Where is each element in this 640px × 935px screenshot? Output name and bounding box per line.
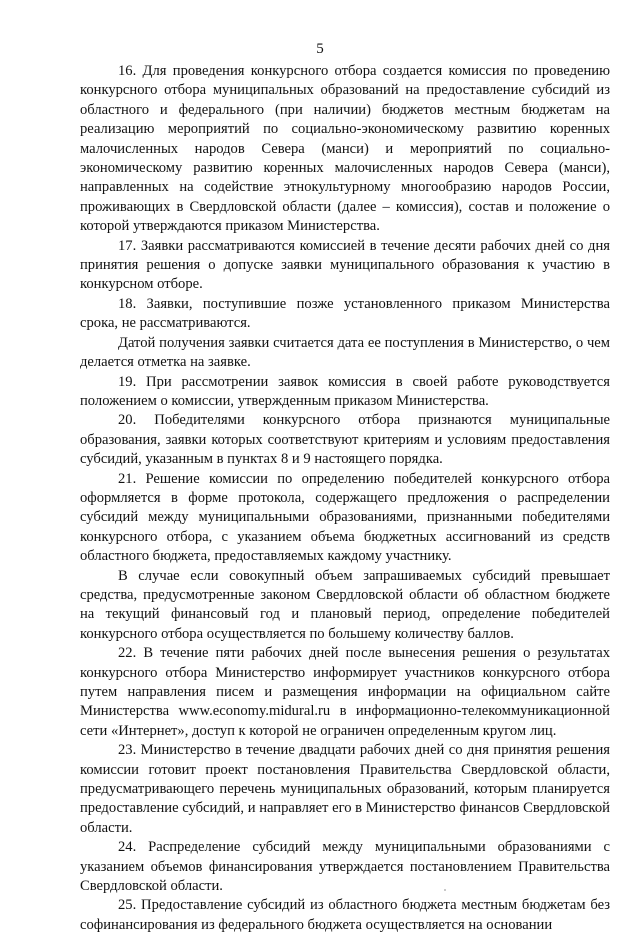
paragraph-16: 16. Для проведения конкурсного отбора создается комиссия по проведению конкурсного отбора муниципальных образований на предоставление субсидий из областного и федерального (при наличии) бюджетов местным бюджетам на реализацию мероприятий по социально-экономическому развитию коренных малочисленных народов Севера (манси) и мероприятий по социально-экономическому развитию коренных малочисленных народов Севера (манси), направленных на содействие этнокультурному многообразию народов России, проживающих в Свердловской области (далее – комиссия), состав и положение о которой утверждаются приказом Министерства. [80, 63, 610, 235]
paragraph-20: 20. Победителями конкурсного отбора признаются муниципальные образования, заявки которых соответствуют критериям и условиям предоставления субсидий, указанным в пунктах 8 и 9 настоящего порядка. [80, 412, 610, 468]
paragraph-17: 17. Заявки рассматриваются комиссией в течение десяти рабочих дней со дня принятия решения о допуске заявки муниципального образования к участию в конкурсном отборе. [80, 237, 610, 293]
paragraph-23: 23. Министерство в течение двадцати рабочих дней со дня принятия решения комиссии готовит проект постановления Правительства Свердловской области, предусматривающего перечень муниципальных образований, которым планируется предоставление субсидий, и направляет его в Министерство финансов Свердловской области. [80, 742, 610, 836]
paragraph-24: 24. Распределение субсидий между муниципальными образованиями с указанием объемов финансирования утверждается постановлением Правительства Свердловской области. [80, 839, 610, 895]
paragraph-22: 22. В течение пяти рабочих дней после вынесения решения о результатах конкурсного отбора Министерство информирует участников конкурсного отбора путем направления писем и размещения информации на официальном сайте Министерства www.economy.midural.ru в информационно-телекоммуникационной сети «Интернет», доступ к которой не ограничен определенным кругом лиц. [80, 645, 610, 739]
paragraph-21-excess-case: В случае если совокупный объем запрашиваемых субсидий превышает средства, предусмотренные законом Свердловской области об областном бюджете на текущий финансовый год и плановый период, определение победителей конкурсного отбора осуществляется по большему количеству баллов. [80, 567, 610, 642]
paragraph-25: 25. Предоставление субсидий из областного бюджета местным бюджетам без софинансирования из федерального бюджета осуществляется на основании [80, 897, 610, 933]
paragraph-18: 18. Заявки, поступившие позже установленного приказом Министерства срока, не рассматриваются. [80, 295, 610, 332]
paragraph-19: 19. При рассмотрении заявок комиссия в своей работе руководствуется положением о комиссии, утвержденным приказом Министерства. [80, 373, 610, 409]
page-number: 5 [316, 41, 324, 57]
paragraph-18-date-received: Датой получения заявки считается дата ее поступления в Министерство, о чем делается отметка на заявке. [80, 334, 610, 371]
paragraph-21: 21. Решение комиссии по определению победителей конкурсного отбора оформляется в форме протокола, содержащего предложения о распределении субсидий между муниципальными образованиями, признанными победителями конкурсного отбора, с указанием объема бюджетных ассигнований из средств областного бюджета, предоставляемых каждому участнику. [80, 470, 610, 565]
document-body [80, 62, 610, 935]
scan-speck [444, 889, 446, 891]
